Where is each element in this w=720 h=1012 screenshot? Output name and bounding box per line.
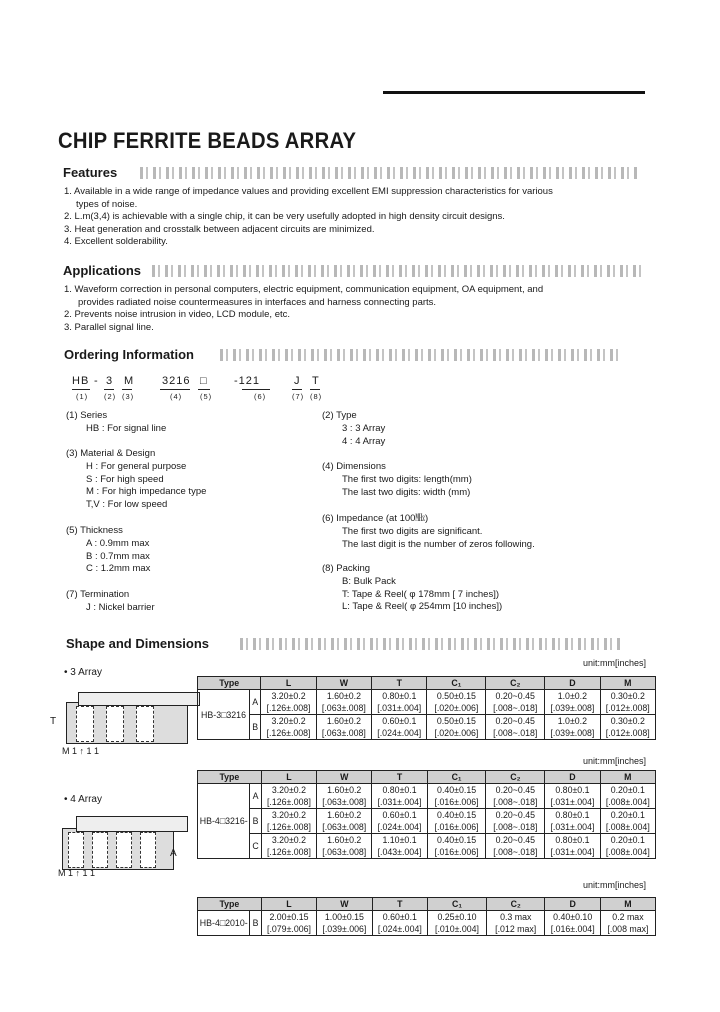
variant-cell: B <box>250 911 261 936</box>
value-inch: [.039±.008] <box>550 728 595 738</box>
header-c1: C₁ <box>427 677 486 690</box>
ordering-line: The first two digits: length(mm) <box>342 473 472 485</box>
code-dash: - <box>94 375 99 387</box>
value-mm: 1.60±0.2 <box>326 691 361 701</box>
ordering-line: S : For high speed <box>86 473 164 485</box>
cell-c2 <box>486 784 545 809</box>
cell-d <box>545 911 600 936</box>
table-header-row <box>198 771 656 784</box>
shape-heading: Shape and Dimensions <box>66 636 210 651</box>
ordering-line: M : For high impedance type <box>86 486 207 498</box>
table-row <box>198 809 656 834</box>
value-inch: [.020±.006] <box>434 703 479 713</box>
cell-c2 <box>486 690 545 715</box>
value-mm: 0.40±0.15 <box>437 835 477 845</box>
value-mm: 0.30±0.2 <box>610 691 645 701</box>
value-mm: 1.60±0.2 <box>326 716 361 726</box>
ordering-left-block <box>66 525 150 576</box>
ordering-left-block <box>66 410 166 436</box>
cell-w <box>317 784 372 809</box>
value-mm: 0.30±0.2 <box>610 716 645 726</box>
cell-m <box>600 715 655 740</box>
table-row <box>198 911 656 936</box>
value-mm: 1.60±0.2 <box>327 835 362 845</box>
header-type: Type <box>198 898 262 911</box>
value-mm: 1.0±0.2 <box>557 691 588 701</box>
code-number: (3) <box>122 392 135 401</box>
ordering-head: (8) Packing <box>322 563 371 574</box>
cell-m <box>600 911 655 936</box>
ordering-left-block <box>66 589 155 615</box>
code-numbers <box>72 392 332 402</box>
code-number: (2) <box>104 392 117 401</box>
value-mm: 0.20~0.45 <box>495 716 535 726</box>
value-mm: 0.20±0.1 <box>610 835 645 845</box>
value-inch: [.031±.004] <box>550 822 595 832</box>
value-inch: [.126±.008] <box>266 822 311 832</box>
value-inch: [.008~.018] <box>493 797 538 807</box>
cell-l <box>261 911 316 936</box>
cell-t <box>372 690 427 715</box>
variant-cell: B <box>250 809 261 834</box>
ordering-line: The last digit is the number of zeros following. <box>342 538 535 550</box>
value-inch: [.008±.004] <box>605 822 650 832</box>
value-mm: 0.20~0.45 <box>495 785 536 795</box>
value-mm: 3.20±0.2 <box>271 785 307 795</box>
value-inch: [.031±.004] <box>550 847 595 857</box>
value-mm: 0.80±0.1 <box>382 691 417 701</box>
cell-d <box>545 715 600 740</box>
dim-labels: M 1 ↑ 1 1 <box>62 746 100 756</box>
cell-t <box>372 784 427 809</box>
cell-c1 <box>427 715 486 740</box>
ordering-line: B : 0.7mm max <box>86 550 150 562</box>
cell-t <box>372 911 427 936</box>
cell-w <box>317 834 372 859</box>
value-mm: 0.40±0.15 <box>437 785 477 795</box>
scan-noise <box>140 167 640 179</box>
table-row <box>198 784 656 809</box>
applications-item: 3. Parallel signal line. <box>64 321 154 333</box>
cell-c2 <box>486 715 545 740</box>
ordering-line: A : 0.9mm max <box>86 537 150 549</box>
value-inch: [.031±.004] <box>377 797 422 807</box>
ordering-line: The first two digits are significant. <box>342 525 483 537</box>
value-inch: [.063±.008] <box>321 703 366 713</box>
ordering-head: (2) Type <box>322 410 357 421</box>
value-inch: [.008±.004] <box>605 847 650 857</box>
cell-c1 <box>427 784 486 809</box>
ordering-left-block <box>66 448 206 512</box>
value-inch: [.020±.006] <box>434 728 479 738</box>
code-number: (7) <box>292 392 305 401</box>
value-mm: 0.20±0.1 <box>610 785 645 795</box>
features-item: 2. L.m(3,4) is achievable with a single chip, it can be very usefully adopted in high density circuit designs. <box>64 211 505 223</box>
cell-t <box>372 809 427 834</box>
electrode <box>140 832 156 868</box>
ordering-line: HB : For signal line <box>86 422 167 434</box>
value-inch: [.126±.008] <box>266 703 311 713</box>
type-cell: HB-4□3216- <box>198 784 250 859</box>
value-mm: 0.80±0.1 <box>555 835 590 845</box>
dim-a-label: A <box>170 848 177 859</box>
cell-c1 <box>427 690 486 715</box>
header-m: M <box>600 771 655 784</box>
code-packing: T <box>312 375 320 387</box>
value-mm: 0.80±0.1 <box>555 785 590 795</box>
code-number: (8) <box>310 392 323 401</box>
array3-label: • 3 Array <box>64 667 102 678</box>
value-inch: [.010±.004] <box>435 924 479 934</box>
cell-w <box>316 715 371 740</box>
cell-c1 <box>427 834 486 859</box>
cell-l <box>261 784 316 809</box>
header-m: M <box>600 677 655 690</box>
ordering-line: B: Bulk Pack <box>342 575 396 587</box>
header-l: L <box>261 677 316 690</box>
dimension-table-4-array <box>197 770 656 859</box>
value-inch: [.024±.004] <box>377 728 422 738</box>
value-mm: 0.20~0.45 <box>495 810 536 820</box>
ordering-head: (7) Termination <box>66 589 130 600</box>
value-inch: [.031±.004] <box>550 797 595 807</box>
header-type: Type <box>198 771 262 784</box>
value-mm: 0.60±0.1 <box>382 912 417 922</box>
value-mm: 0.20~0.45 <box>495 691 535 701</box>
value-mm: 3.20±0.2 <box>271 716 306 726</box>
ordering-right-block <box>322 461 472 499</box>
cell-m <box>600 784 655 809</box>
value-mm: 0.20±0.1 <box>610 810 645 820</box>
value-inch: [.031±.004] <box>377 703 422 713</box>
value-mm: 0.40±0.10 <box>553 912 593 922</box>
value-mm: 0.60±0.1 <box>382 716 417 726</box>
ordering-right-block <box>322 563 502 614</box>
ordering-line: The last two digits: width (mm) <box>342 486 471 498</box>
header-c1: C₁ <box>427 771 486 784</box>
value-inch: [.008~.018] <box>493 847 538 857</box>
electrode <box>76 706 94 742</box>
value-inch: [.008~.018] <box>493 703 538 713</box>
header-d: D <box>545 898 600 911</box>
chip-top <box>76 816 188 832</box>
value-mm: 1.10±0.1 <box>382 835 417 845</box>
code-number: (4) <box>170 392 183 401</box>
value-inch: [.043±.004] <box>377 847 422 857</box>
scan-noise <box>220 349 620 361</box>
value-mm: 1.0±0.2 <box>557 716 588 726</box>
value-mm: 1.00±0.15 <box>324 912 364 922</box>
ordering-line: T,V : For low speed <box>86 499 168 511</box>
value-mm: 0.40±0.15 <box>437 810 477 820</box>
electrode <box>92 832 108 868</box>
features-item: 4. Excellent solderability. <box>64 236 168 248</box>
features-item: 1. Available in a wide range of impedance values and providing excellent EMI suppression characteristics for various <box>64 186 553 197</box>
header-c2: C₂ <box>486 677 545 690</box>
code-number: (5) <box>200 392 213 401</box>
ordering-line: L: Tape & Reel( φ 254mm [10 inches]) <box>342 601 503 613</box>
code-series: HB <box>72 375 90 387</box>
cell-l <box>261 809 316 834</box>
value-mm: 0.3 max <box>500 912 532 922</box>
cell-t <box>372 834 427 859</box>
value-inch: [.063±.008] <box>322 822 367 832</box>
ordering-line: 4 : 4 Array <box>342 435 386 447</box>
dim-t-label: T <box>50 716 57 727</box>
scan-noise <box>240 638 620 650</box>
header-w: W <box>317 898 372 911</box>
features-list <box>64 186 553 249</box>
value-inch: [.126±.008] <box>266 728 311 738</box>
cell-l <box>261 834 316 859</box>
value-inch: [.024±.004] <box>377 822 422 832</box>
cell-w <box>317 809 372 834</box>
cell-c2 <box>486 911 545 936</box>
features-item: types of noise. <box>76 198 138 210</box>
value-inch: [.063±.008] <box>321 728 366 738</box>
applications-item: 1. Waveform correction in personal computers, electric equipment, communication equipment, OA equipment, and <box>64 284 544 295</box>
code-underlines <box>72 389 332 390</box>
cell-d <box>545 690 600 715</box>
value-mm: 3.20±0.2 <box>271 691 306 701</box>
dim-labels: M 1 ↑ 1 1 <box>58 868 96 878</box>
value-mm: 0.20~0.45 <box>495 835 536 845</box>
value-inch: [.016±.006] <box>434 797 479 807</box>
cell-d <box>545 834 600 859</box>
cell-c1 <box>428 911 487 936</box>
unit-label: unit:mm[inches] <box>583 880 647 890</box>
type-cell: HB-3□3216 <box>198 690 250 740</box>
ordering-line: 3 : 3 Array <box>342 422 386 434</box>
value-mm: 3.20±0.2 <box>271 810 307 820</box>
header-c2: C₂ <box>486 771 545 784</box>
value-inch: [.039±.008] <box>550 703 595 713</box>
electrode <box>68 832 84 868</box>
variant-cell: A <box>250 690 261 715</box>
value-inch: [.063±.008] <box>322 797 367 807</box>
cell-t <box>372 715 427 740</box>
code-type: 3 <box>106 375 114 387</box>
cell-m <box>600 834 655 859</box>
cell-m <box>600 690 655 715</box>
value-mm: 0.80±0.1 <box>555 810 590 820</box>
ordering-right-block <box>322 513 535 551</box>
electrode <box>116 832 132 868</box>
ordering-right-block <box>322 410 385 448</box>
cell-w <box>316 690 371 715</box>
scan-noise <box>152 265 642 277</box>
cell-l <box>261 715 316 740</box>
header-t: T <box>372 771 427 784</box>
value-inch: [.008 max] <box>607 924 649 934</box>
features-heading: Features <box>63 165 118 180</box>
ordering-line: C : 1.2mm max <box>86 563 151 575</box>
value-inch: [.024±.004] <box>377 924 422 934</box>
value-mm: 0.25±0.10 <box>437 912 477 922</box>
ordering-head: (4) Dimensions <box>322 461 386 472</box>
unit-label: unit:mm[inches] <box>583 658 647 668</box>
header-d: D <box>545 677 600 690</box>
value-inch: [.126±.008] <box>266 847 311 857</box>
dimension-table-2010 <box>197 897 656 936</box>
value-mm: 0.2 max <box>612 912 644 922</box>
value-inch: [.008±.004] <box>605 797 650 807</box>
header-type: Type <box>198 677 261 690</box>
header-d: D <box>545 771 600 784</box>
code-dimension: 3216 <box>162 375 191 387</box>
ordering-line: T: Tape & Reel( φ 178mm [ 7 inches]) <box>342 588 499 600</box>
code-termination: J <box>294 375 301 387</box>
value-inch: [.012±.008] <box>605 703 650 713</box>
header-l: L <box>261 771 316 784</box>
chip-top <box>78 692 200 706</box>
ordering-head: (1) Series <box>66 410 108 421</box>
ordering-head: (3) Material & Design <box>66 448 156 459</box>
value-mm: 1.60±0.2 <box>327 810 362 820</box>
array4-diagram <box>52 810 192 878</box>
cell-l <box>261 690 316 715</box>
header-t: T <box>372 898 427 911</box>
header-w: W <box>316 677 371 690</box>
cell-d <box>545 809 600 834</box>
applications-item: 2. Prevents noise intrusion in video, LCD module, etc. <box>64 309 291 321</box>
page-title: CHIP FERRITE BEADS ARRAY <box>58 128 357 153</box>
value-mm: 2.00±0.15 <box>269 912 309 922</box>
table-header-row <box>198 898 656 911</box>
ordering-line: J : Nickel barrier <box>86 601 155 613</box>
cell-w <box>317 911 372 936</box>
value-inch: [.008~.018] <box>493 822 538 832</box>
applications-list <box>64 284 543 334</box>
value-inch: [.016±.006] <box>434 847 479 857</box>
cell-m <box>600 809 655 834</box>
value-mm: 3.20±0.2 <box>271 835 307 845</box>
applications-item: provides radiated noise countermeasures in interfaces and harness connecting parts. <box>78 296 437 308</box>
code-number: (6) <box>254 392 267 401</box>
array3-diagram <box>50 690 193 758</box>
cell-d <box>545 784 600 809</box>
type-cell: HB-4□2010- <box>198 911 250 936</box>
ordering-heading: Ordering Information <box>64 347 194 362</box>
ordering-line: H : For general purpose <box>86 460 187 472</box>
value-mm: 1.60±0.2 <box>327 785 362 795</box>
cell-c2 <box>486 809 545 834</box>
applications-heading: Applications <box>63 263 142 278</box>
value-inch: [.016±.006] <box>434 822 479 832</box>
value-inch: [.016±.004] <box>550 924 595 934</box>
value-inch: [.039±.006] <box>322 924 367 934</box>
array4-label: • 4 Array <box>64 794 102 805</box>
value-inch: [.126±.008] <box>266 797 311 807</box>
electrode <box>136 706 154 742</box>
features-item: 3. Heat generation and crosstalk between adjacent circuits are minimized. <box>64 223 375 235</box>
header-w: W <box>317 771 372 784</box>
table-row <box>198 715 656 740</box>
value-inch: [.012 max] <box>495 924 537 934</box>
table-row <box>198 834 656 859</box>
unit-label: unit:mm[inches] <box>583 756 647 766</box>
code-number: (1) <box>76 392 89 401</box>
table-row <box>198 690 656 715</box>
value-mm: 0.80±0.1 <box>382 785 417 795</box>
header-t: T <box>372 677 427 690</box>
dimension-table-3-array <box>197 676 656 740</box>
ordering-head: (6) Impedance (at 100㎒) <box>322 513 429 524</box>
value-inch: [.063±.008] <box>322 847 367 857</box>
header-l: L <box>261 898 316 911</box>
cell-c1 <box>427 809 486 834</box>
top-rule <box>383 91 645 94</box>
cell-c2 <box>486 834 545 859</box>
code-impedance: -121 <box>234 375 261 387</box>
value-inch: [.008~.018] <box>493 728 538 738</box>
header-c2: C₂ <box>486 898 545 911</box>
table-header-row <box>198 677 656 690</box>
ordering-head: (5) Thickness <box>66 525 123 536</box>
value-mm: 0.60±0.1 <box>382 810 417 820</box>
code-material: M <box>124 375 135 387</box>
code-thickness: □ <box>200 375 208 387</box>
value-mm: 0.50±0.15 <box>436 716 476 726</box>
header-c1: C₁ <box>428 898 487 911</box>
value-inch: [.079±.006] <box>267 924 311 934</box>
variant-cell: B <box>250 715 261 740</box>
electrode <box>106 706 124 742</box>
variant-cell: C <box>250 834 261 859</box>
variant-cell: A <box>250 784 261 809</box>
header-m: M <box>600 898 655 911</box>
value-mm: 0.50±0.15 <box>436 691 476 701</box>
value-inch: [.012±.008] <box>605 728 650 738</box>
